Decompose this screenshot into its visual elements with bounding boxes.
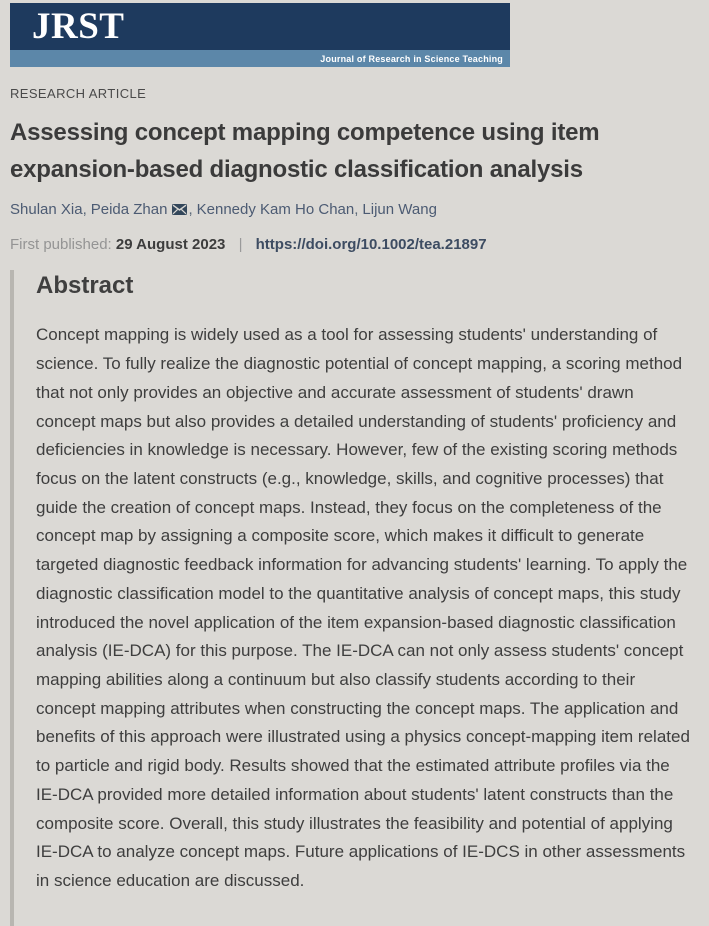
abstract-heading: Abstract: [36, 272, 134, 300]
abstract-text: Concept mapping is widely used as a tool for assessing students' understanding of science. To fully realize the diagnostic potential of concept mapping, a scoring method that not only provides an objective and accurate assessment of students' drawn concept maps but also provides a detailed understanding of students' proficiency and deficiencies in knowledge is necessary. However, few of the existing scoring methods focus on the latent constructs (e.g., knowledge, skills, and cognitive processes) that guide the creation of concept maps. Instead, they focus on the completeness of the concept map by assigning a composite score, which makes it difficult to generate targeted diagnostic feedback information for advancing students' learning. To apply the diagnostic classification model to the quantitative analysis of concept maps, this study introduced the novel application of the item expansion-based diagnostic classification analysis (IE-DCA) for this purpose. The IE-DCA can not only assess students' concept mapping abilities along a continuum but also classify students according to their concept mapping attributes when constructing the concept maps. The application and benefits of this approach were illustrated using a physics concept-mapping item related to particle and rigid body. Results showed that the estimated attribute profiles via the IE-DCA provided more detailed information about students' latent constructs than the composite score. Overall, this study illustrates the feasibility and potential of applying IE-DCA to analyze concept maps. Future applications of IE-DCS in other assessments in science education are discussed.: [36, 325, 690, 891]
author-separator: ,: [82, 201, 87, 219]
abstract-section: [10, 270, 699, 925]
journal-banner-strip: [10, 50, 510, 67]
journal-banner-top: [10, 3, 510, 50]
first-published-label: First published:: [10, 236, 112, 254]
author-link[interactable]: Shulan Xia: [10, 201, 83, 219]
envelope-icon[interactable]: [172, 202, 187, 219]
author-link[interactable]: Kennedy Kam Ho Chan: [196, 201, 355, 219]
article-type-label: RESEARCH ARTICLE: [10, 86, 147, 101]
doi-link[interactable]: https://doi.org/10.1002/tea.21897: [255, 236, 487, 254]
article-title: Assessing concept mapping competence using item expansion-based diagnostic classification analysis: [10, 119, 600, 184]
author-separator: ,: [354, 201, 359, 219]
published-separator: |: [238, 236, 243, 254]
author-list: [10, 201, 699, 219]
author-link-corresponding[interactable]: Peida Zhan: [90, 201, 168, 219]
journal-banner: [10, 3, 510, 67]
journal-logo[interactable]: JRST: [32, 6, 125, 47]
author-separator: ,: [188, 201, 193, 219]
first-published-line: [10, 236, 699, 253]
first-published-date: 29 August 2023: [115, 236, 226, 254]
author-link[interactable]: Lijun Wang: [362, 201, 437, 219]
journal-name-label: Journal of Research in Science Teaching: [320, 53, 503, 64]
